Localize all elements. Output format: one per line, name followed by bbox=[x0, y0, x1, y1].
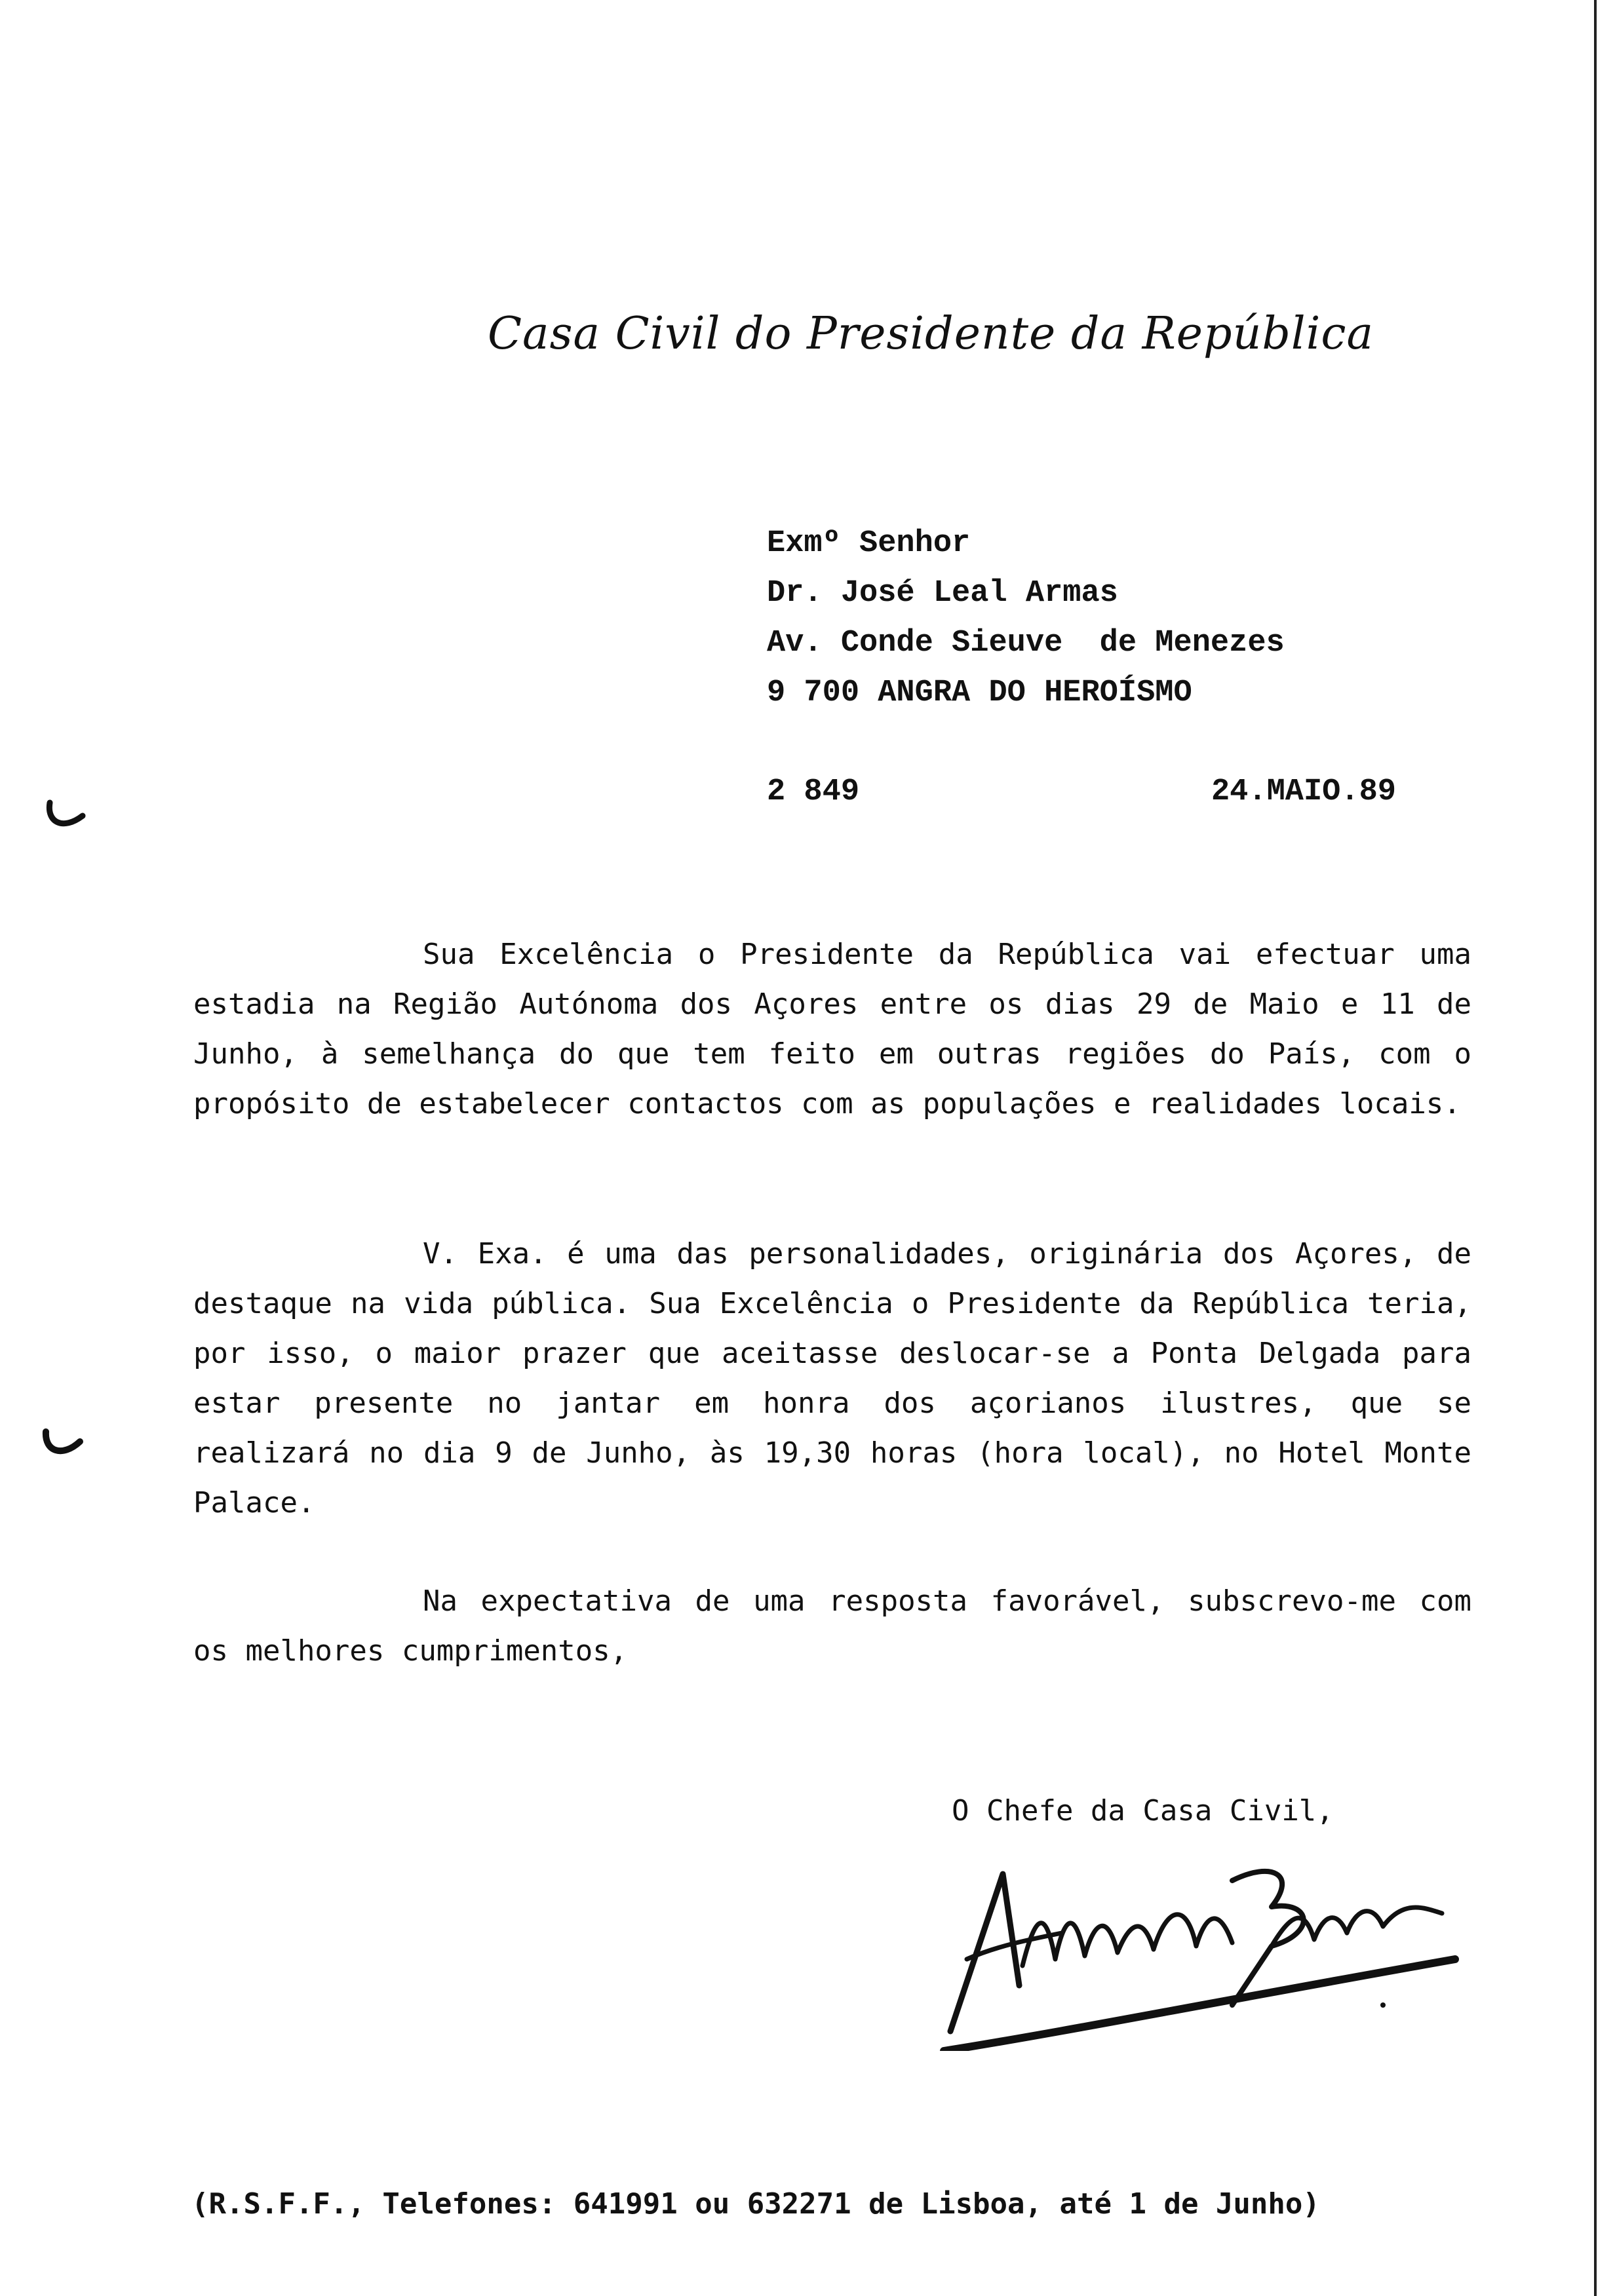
footer-note: (R.S.F.F., Telefones: 641991 ou 632271 de Lisboa, até 1 de Junho) bbox=[191, 2187, 1320, 2221]
reference-number: 2 849 bbox=[767, 775, 860, 809]
punch-hole-mark bbox=[43, 793, 89, 832]
page-edge-line bbox=[1594, 0, 1597, 2296]
punch-hole-mark bbox=[39, 1422, 85, 1461]
letter-date: 24.MAIO.89 bbox=[1211, 775, 1396, 809]
body-paragraph-2: V. Exa. é uma das personalidades, originária dos Açores, de destaque na vida pública. Sua Excelência o Presidente da República teria, por isso, o maior prazer que aceitasse deslocar-se a Ponta Delgada para estar presente no jantar em honra dos açorianos ilustres, que se realizará no dia 9 de Junho, às 19,30 horas (hora local), no Hotel Monte Palace. bbox=[193, 1237, 1471, 1520]
closing-title: O Chefe da Casa Civil, bbox=[952, 1794, 1334, 1827]
recipient-name: Dr. José Leal Armas bbox=[767, 576, 1118, 611]
body-paragraph-1: Sua Excelência o Presidente da República vai efectuar uma estadia na Região Autónoma dos Açores entre os dias 29 de Maio e 11 de Junho, à semelhança do que tem feito em outras regiões do País, com o propósito de estabelecer contactos com as populações e realidades locais. bbox=[193, 938, 1471, 1120]
recipient-salutation: Exmº Senhor bbox=[767, 526, 971, 561]
recipient-address bbox=[767, 519, 1285, 718]
body-paragraph-3: Na expectativa de uma resposta favorável, subscrevo-me com os melhores cumprimentos, bbox=[193, 1584, 1471, 1668]
recipient-street: Av. Conde Sieuve de Menezes bbox=[767, 626, 1285, 660]
recipient-city: 9 700 ANGRA DO HEROÍSMO bbox=[767, 676, 1192, 710]
handwritten-signature bbox=[905, 1835, 1481, 2051]
letterhead-title: Casa Civil do Presidente da República bbox=[488, 308, 1374, 360]
